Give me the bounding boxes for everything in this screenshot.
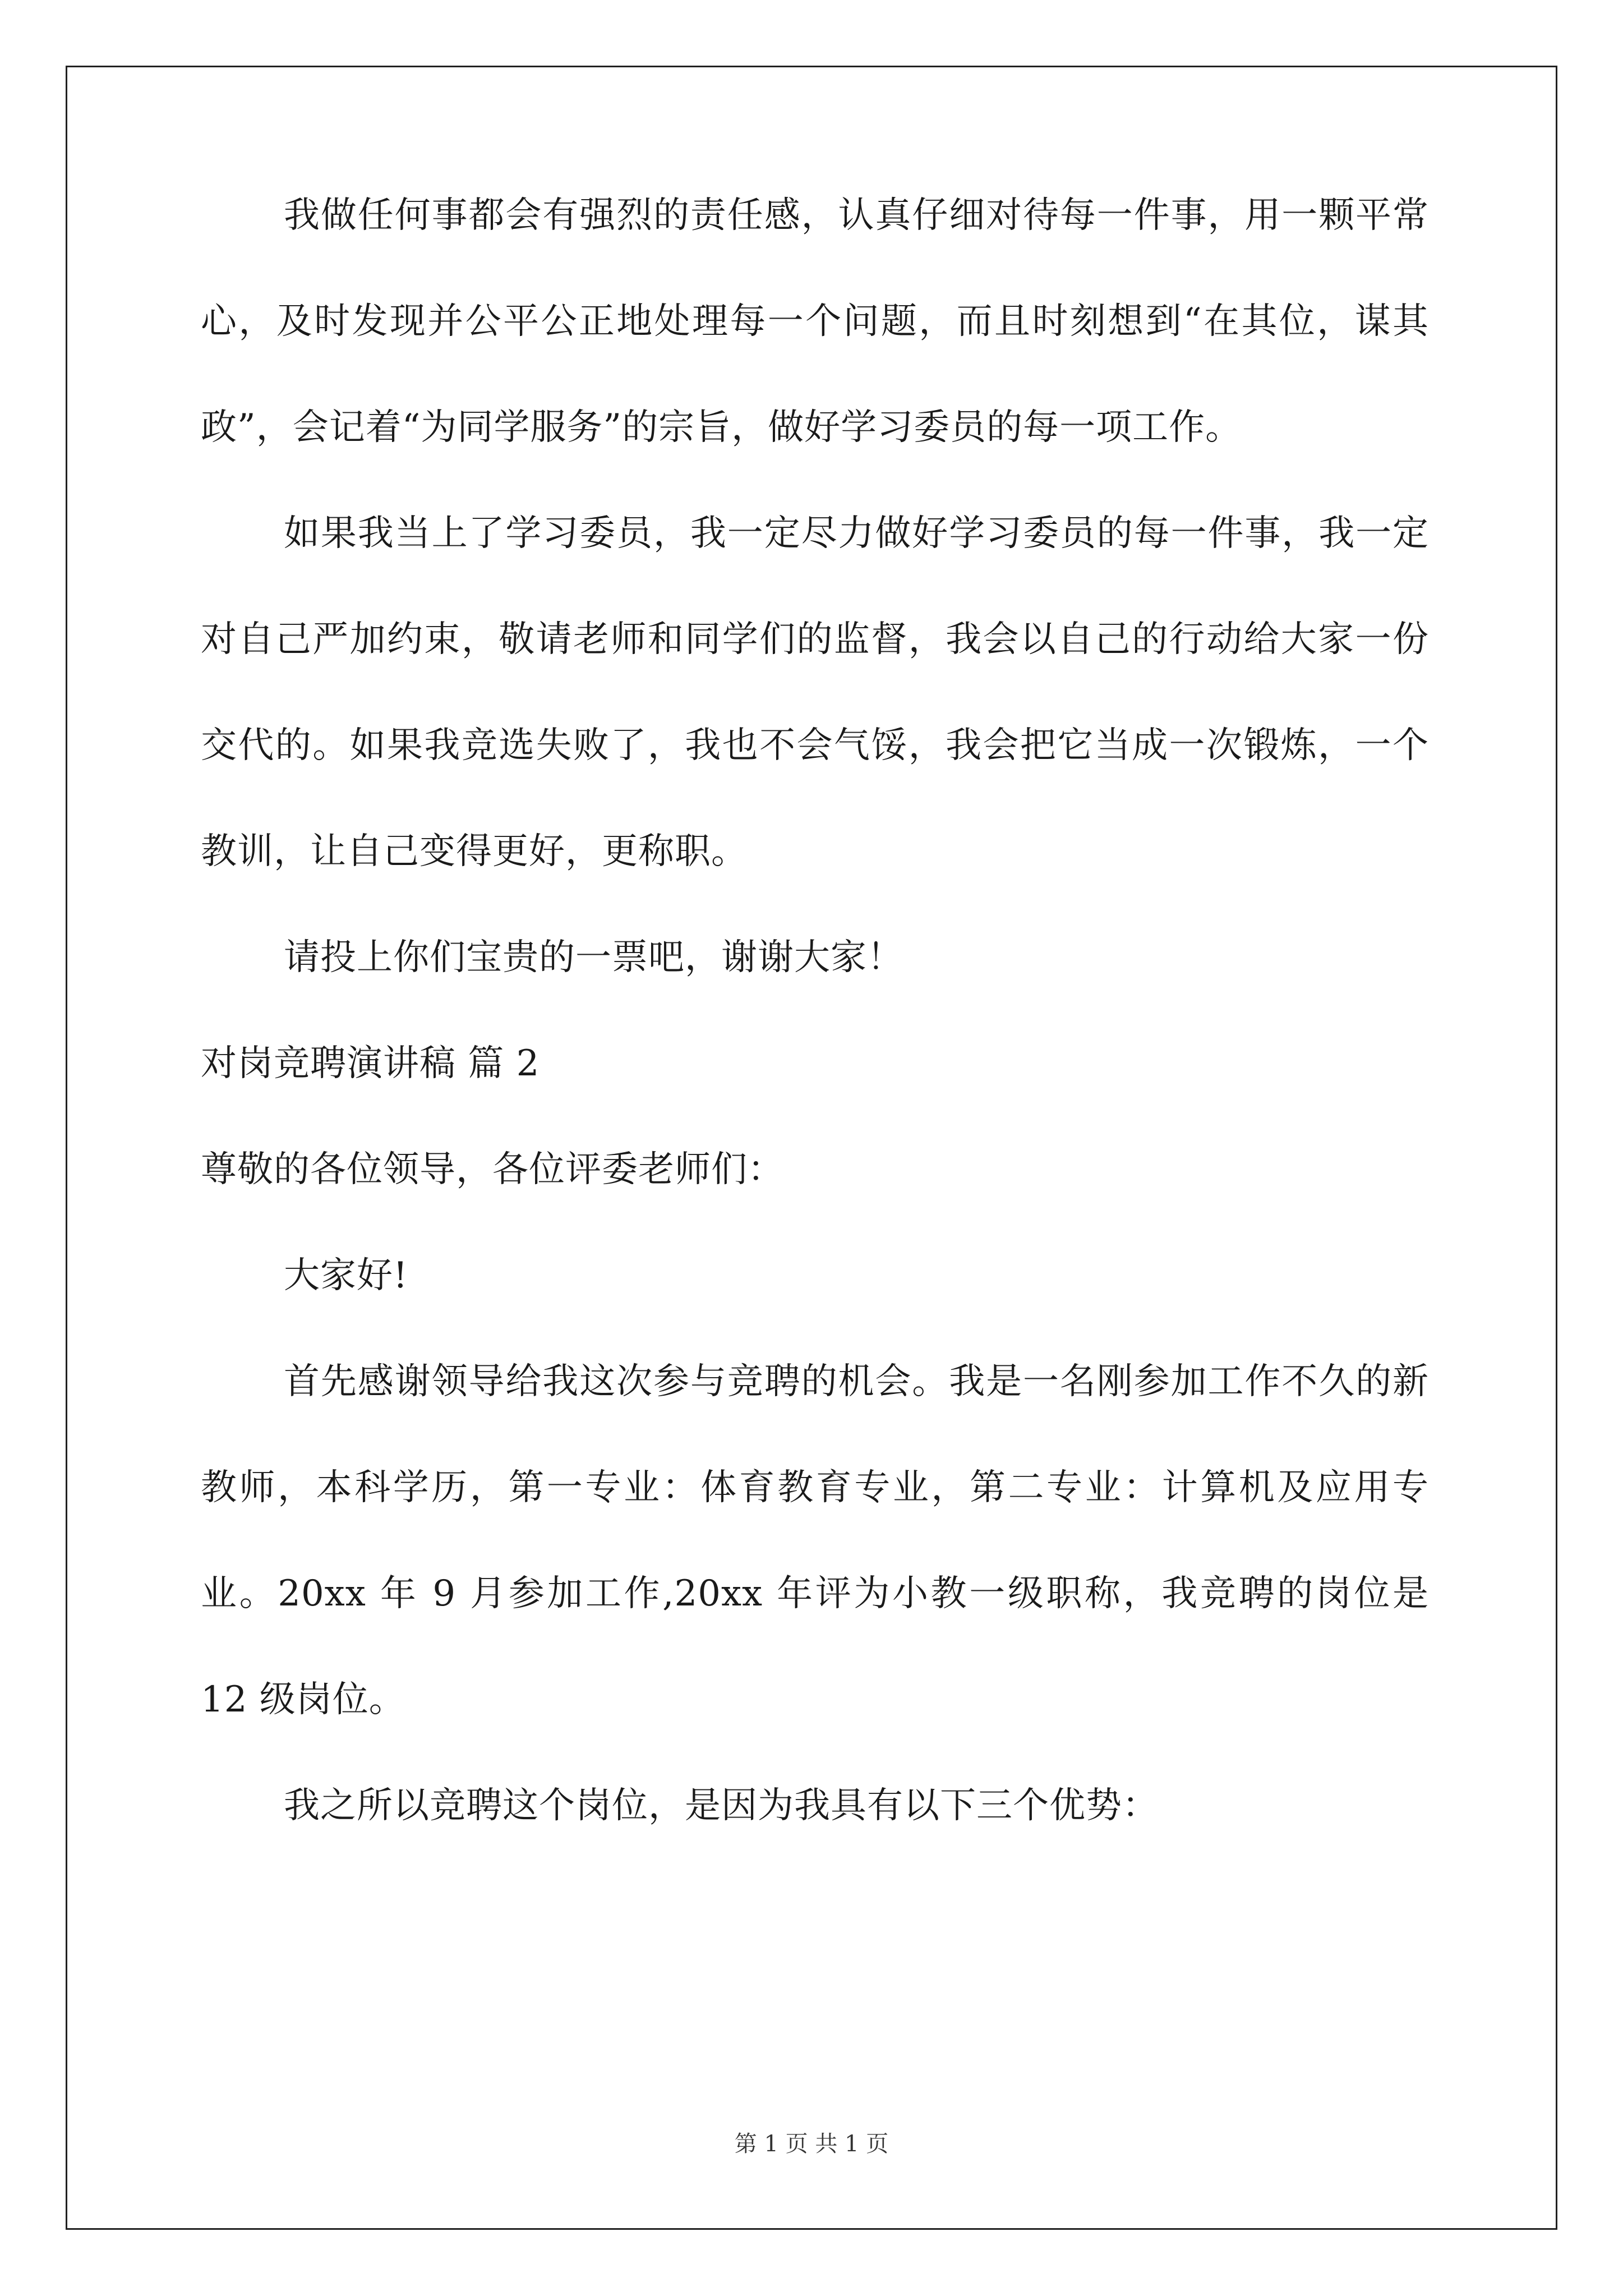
paragraph-advantages: 我之所以竞聘这个岗位，是因为我具有以下三个优势： xyxy=(284,1785,1159,1826)
document-body xyxy=(201,163,1429,1859)
paragraph-commitment: 如果我当上了学习委员，我一定尽力做好学习委员的每一件事，我一定对自己严加约束，敬请老师和同学们的监督，我会以自己的行动给大家一份交代的。如果我竞选失败了，我也不会气馁，我会把它当成一次锻炼，一个教训，让自己变得更好，更称职。 xyxy=(201,513,1429,872)
salutation: 尊敬的各位领导，各位评委老师们： xyxy=(201,1149,784,1190)
section-heading: 对岗竞聘演讲稿 篇 2 xyxy=(201,1043,540,1084)
paragraph-vote-request: 请投上你们宝贵的一票吧，谢谢大家！ xyxy=(284,937,903,978)
paragraph-responsibility: 我做任何事都会有强烈的责任感，认真仔细对待每一件事，用一颗平常心，及时发现并公平公正地处理每一个问题，而且时刻想到“在其位，谋其政”，会记着“为同学服务”的宗旨，做好学习委员的每一项工作。 xyxy=(201,195,1429,448)
paragraph-introduction: 首先感谢领导给我这次参与竞聘的机会。我是一名刚参加工作不久的新教师，本科学历，第一专业：体育教育专业，第二专业：计算机及应用专业。20xx 年 9 月参加工作,20xx 年评为小教一级职称，我竞聘的岗位是 12 级岗位。 xyxy=(201,1361,1429,1720)
page-footer: 第 1 页 共 1 页 xyxy=(734,2131,889,2157)
greeting: 大家好! xyxy=(284,1255,408,1296)
